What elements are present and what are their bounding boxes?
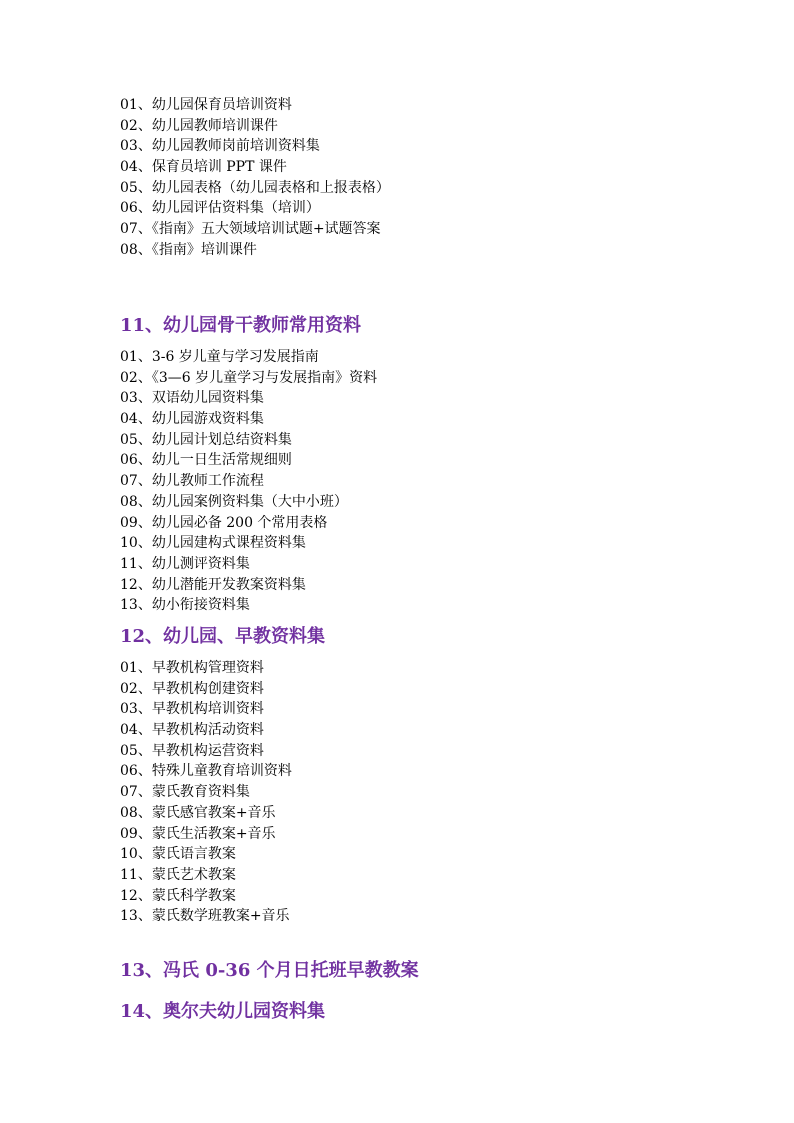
section-14-heading: 14、奥尔夫幼儿园资料集 — [120, 1001, 326, 1022]
list-item: 04、保育员培训 PPT 课件 — [120, 159, 287, 176]
list-item: 06、特殊儿童教育培训资料 — [120, 763, 292, 780]
list-item: 05、早教机构运营资料 — [120, 742, 264, 759]
list-item: 13、蒙氏数学班教案+音乐 — [120, 908, 290, 925]
list-item: 05、幼儿园计划总结资料集 — [120, 431, 292, 448]
list-item: 06、幼儿一日生活常规细则 — [120, 452, 292, 469]
section-11-list — [120, 347, 720, 616]
list-item: 03、双语幼儿园资料集 — [120, 390, 264, 407]
list-item: 08、《指南》培训课件 — [120, 241, 257, 258]
list-item: 08、幼儿园案例资料集（大中小班） — [120, 493, 348, 510]
list-item: 01、3-6 岁儿童与学习发展指南 — [120, 349, 319, 365]
list-item: 08、蒙氏感官教案+音乐 — [120, 804, 276, 821]
list-item: 03、早教机构培训资料 — [120, 701, 264, 718]
list-item: 02、《3—6 岁儿童学习与发展指南》资料 — [120, 369, 378, 386]
list-item: 10、幼儿园建构式课程资料集 — [120, 535, 306, 552]
list-item: 10、蒙氏语言教案 — [120, 846, 236, 863]
list-item: 12、幼儿潜能开发教案资料集 — [120, 576, 306, 593]
section-11-heading: 11、幼儿园骨干教师常用资料 — [120, 315, 362, 336]
list-item: 13、幼小衔接资料集 — [120, 597, 250, 614]
section-13-heading: 13、冯氏 0-36 个月日托班早教教案 — [120, 960, 419, 981]
section-12-heading: 12、幼儿园、早教资料集 — [120, 626, 326, 647]
list-item: 09、幼儿园必备 200 个常用表格 — [120, 514, 328, 531]
list-item: 12、蒙氏科学教案 — [120, 887, 236, 904]
list-item: 04、早教机构活动资料 — [120, 722, 264, 739]
list-item: 07、蒙氏教育资料集 — [120, 784, 250, 801]
list-item: 07、幼儿教师工作流程 — [120, 473, 264, 490]
intro-list — [120, 95, 720, 261]
list-item: 02、幼儿园教师培训课件 — [120, 117, 278, 134]
list-item: 02、早教机构创建资料 — [120, 680, 264, 697]
section-12-list — [120, 658, 720, 927]
list-item: 07、《指南》五大领域培训试题+试题答案 — [120, 221, 381, 238]
list-item: 01、早教机构管理资料 — [120, 660, 264, 676]
list-item: 04、幼儿园游戏资料集 — [120, 411, 264, 428]
list-item: 01、幼儿园保育员培训资料 — [120, 97, 292, 113]
list-item: 11、蒙氏艺术教案 — [120, 866, 236, 883]
list-item: 06、幼儿园评估资料集（培训） — [120, 200, 320, 217]
list-item: 05、幼儿园表格（幼儿园表格和上报表格） — [120, 179, 390, 196]
list-item: 03、幼儿园教师岗前培训资料集 — [120, 138, 320, 155]
list-item: 11、幼儿测评资料集 — [120, 555, 250, 572]
list-item: 09、蒙氏生活教案+音乐 — [120, 825, 276, 842]
